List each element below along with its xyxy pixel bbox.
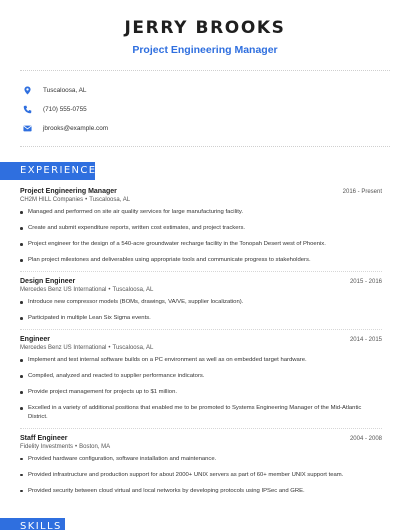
bullet-item: Provided hardware configuration, software installation and maintenance.	[20, 455, 382, 464]
job-company: CH2M HILL Companies	[20, 197, 84, 203]
bullet-item: Participated in multiple Lean Six Sigma events.	[20, 314, 382, 323]
job-company: Mercedes Benz US International	[20, 287, 107, 293]
job-dates: 2014 - 2015	[349, 337, 382, 343]
contact-phone-text: (710) 555-0755	[43, 106, 87, 113]
bullet-item: Plan project milestones and deliverables using appropriate tools and communicate progress to stakeholders.	[20, 256, 382, 265]
job-dates: 2016 - Present	[342, 189, 382, 195]
job-location: Tuscaloosa, AL	[112, 287, 154, 293]
job-title: Design Engineer	[20, 278, 76, 285]
contact-email	[22, 119, 388, 138]
job-location: Tuscaloosa, AL	[89, 197, 131, 203]
job-divider	[20, 329, 382, 330]
job-divider	[20, 271, 382, 272]
skills-heading: SKILLS	[0, 518, 65, 530]
job-title: Project Engineering Manager	[20, 188, 117, 195]
resume-header	[0, 0, 410, 56]
location-pin-icon	[22, 86, 32, 96]
job-bullets	[20, 356, 382, 421]
job-bullets	[20, 298, 382, 323]
candidate-name: JERRY BROOKS	[124, 18, 286, 38]
job-title: Engineer	[20, 336, 50, 343]
job-company-line: Mercedes Benz US International • Tuscaloosa, AL	[20, 287, 154, 293]
bullet-item: Create and submit expenditure reports, written cost estimates, and project trackers.	[20, 224, 382, 233]
job-bullets	[20, 455, 382, 496]
job-entry	[20, 278, 382, 323]
phone-icon	[22, 105, 32, 115]
bullet-item: Project engineer for the design of a 540-acre groundwater recharge facility in the Tonopah Desert west of Phoenix.	[20, 240, 382, 249]
job-company-line: Fidelity Investments • Boston, MA	[20, 443, 111, 450]
job-entry	[20, 336, 382, 421]
bullet-item: Provided infrastructure and production support for about 2000+ UNIX servers as part of 60+ member UNIX support team.	[20, 471, 382, 480]
bullet-item: Managed and performed on site air quality services for large manufacturing facility.	[20, 208, 382, 217]
experience-heading: EXPERIENCE	[0, 162, 95, 180]
job-company: Mercedes Benz US International	[20, 345, 107, 351]
bullet-item: Provided security between cloud virtual and local networks by developing protocols using IPSec and GRE.	[20, 487, 382, 496]
job-dates: 2004 - 2008	[349, 435, 382, 442]
contact-phone	[22, 100, 388, 119]
contact-location	[22, 81, 388, 100]
contacts-divider	[20, 146, 390, 147]
job-company-line: Mercedes Benz US International • Tuscaloosa, AL	[20, 345, 154, 351]
job-entry	[20, 435, 382, 496]
job-bullets	[20, 208, 382, 265]
bullet-item: Introduce new compressor models (BOMs, drawings, VA/VE, supplier localization).	[20, 298, 382, 307]
job-entry	[20, 188, 382, 265]
bullet-item: Excelled in a variety of additional positions that enabled me to be promoted to Systems Engineering Manager of the Mid-Atlantic District.	[20, 404, 382, 421]
candidate-title: Project Engineering Manager	[132, 44, 278, 56]
job-company: Fidelity Investments	[20, 443, 74, 450]
envelope-icon	[22, 124, 32, 134]
job-dates: 2015 - 2016	[349, 279, 382, 285]
contact-location-text: Tuscaloosa, AL	[43, 87, 87, 94]
contact-email-text: jbrooks@example.com	[43, 125, 109, 132]
job-location: Boston, MA	[79, 443, 111, 450]
experience-section	[20, 188, 382, 503]
job-company-line: CH2M HILL Companies • Tuscaloosa, AL	[20, 197, 131, 203]
job-title: Staff Engineer	[20, 434, 68, 442]
contact-list	[0, 71, 410, 146]
bullet-item: Provide project management for projects up to $1 million.	[20, 388, 382, 397]
bullet-item: Implement and test internal software builds on a PC environment as well as on embedded target hardware.	[20, 356, 382, 365]
job-divider	[20, 428, 382, 429]
job-location: Tuscaloosa, AL	[112, 345, 154, 351]
bullet-item: Compiled, analyzed and reacted to supplier performance indicators.	[20, 372, 382, 381]
